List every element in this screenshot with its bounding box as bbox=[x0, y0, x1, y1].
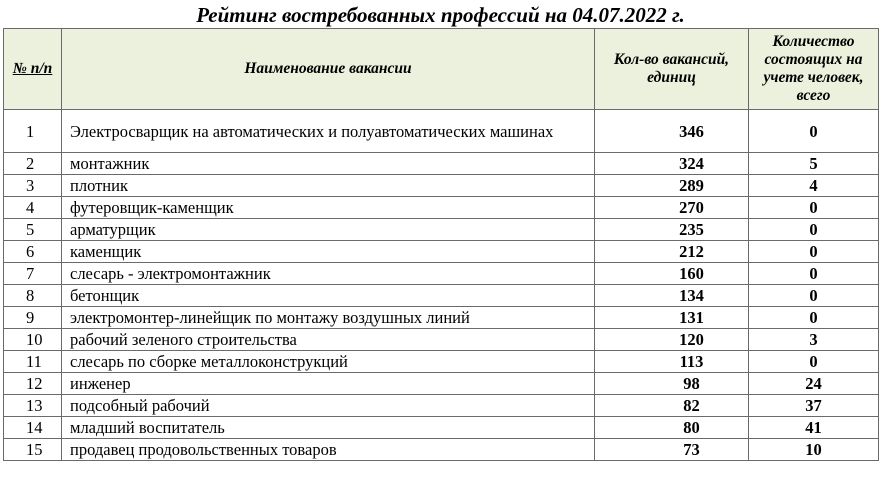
registered-count: 4 bbox=[749, 175, 879, 197]
vacancy-name: продавец продовольственных товаров bbox=[62, 439, 595, 461]
vacancy-count: 324 bbox=[595, 153, 749, 175]
table-body bbox=[4, 110, 879, 461]
registered-count: 0 bbox=[749, 285, 879, 307]
table-row bbox=[4, 373, 879, 395]
table-row bbox=[4, 197, 879, 219]
vacancy-name: рабочий зеленого строительства bbox=[62, 329, 595, 351]
vacancy-count: 120 bbox=[595, 329, 749, 351]
registered-count: 41 bbox=[749, 417, 879, 439]
row-number: 11 bbox=[4, 351, 62, 373]
registered-count: 0 bbox=[749, 307, 879, 329]
vacancy-count: 270 bbox=[595, 197, 749, 219]
header-name: Наименование вакансии bbox=[62, 29, 595, 110]
vacancy-name: футеровщик-каменщик bbox=[62, 197, 595, 219]
registered-count: 0 bbox=[749, 263, 879, 285]
vacancy-count: 235 bbox=[595, 219, 749, 241]
row-number: 12 bbox=[4, 373, 62, 395]
vacancy-count: 134 bbox=[595, 285, 749, 307]
vacancy-count: 131 bbox=[595, 307, 749, 329]
row-number: 9 bbox=[4, 307, 62, 329]
table-row bbox=[4, 307, 879, 329]
vacancy-name: подсобный рабочий bbox=[62, 395, 595, 417]
vacancy-name: плотник bbox=[62, 175, 595, 197]
table-row bbox=[4, 219, 879, 241]
vacancy-count: 80 bbox=[595, 417, 749, 439]
registered-count: 24 bbox=[749, 373, 879, 395]
registered-count: 0 bbox=[749, 197, 879, 219]
table-row bbox=[4, 263, 879, 285]
row-number: 4 bbox=[4, 197, 62, 219]
row-number: 6 bbox=[4, 241, 62, 263]
row-number: 5 bbox=[4, 219, 62, 241]
table-row bbox=[4, 175, 879, 197]
table-row bbox=[4, 241, 879, 263]
table-row bbox=[4, 153, 879, 175]
header-num: № п/п bbox=[4, 29, 62, 110]
row-number: 8 bbox=[4, 285, 62, 307]
vacancy-name: бетонщик bbox=[62, 285, 595, 307]
vacancy-count: 346 bbox=[595, 110, 749, 153]
vacancy-count: 73 bbox=[595, 439, 749, 461]
registered-count: 10 bbox=[749, 439, 879, 461]
table-header-row bbox=[4, 29, 879, 110]
registered-count: 3 bbox=[749, 329, 879, 351]
table-row bbox=[4, 351, 879, 373]
vacancy-name: электромонтер-линейщик по монтажу воздушных линий bbox=[62, 307, 595, 329]
registered-count: 0 bbox=[749, 219, 879, 241]
row-number: 3 bbox=[4, 175, 62, 197]
vacancy-count: 98 bbox=[595, 373, 749, 395]
page-title: Рейтинг востребованных профессий на 04.07.2022 г. bbox=[196, 3, 685, 27]
vacancy-name: арматурщик bbox=[62, 219, 595, 241]
table-row bbox=[4, 285, 879, 307]
registered-count: 0 bbox=[749, 110, 879, 153]
vacancy-count: 113 bbox=[595, 351, 749, 373]
vacancy-name: младший воспитатель bbox=[62, 417, 595, 439]
registered-count: 37 bbox=[749, 395, 879, 417]
vacancy-name: каменщик bbox=[62, 241, 595, 263]
vacancy-count: 212 bbox=[595, 241, 749, 263]
registered-count: 0 bbox=[749, 241, 879, 263]
vacancy-count: 160 bbox=[595, 263, 749, 285]
row-number: 1 bbox=[4, 110, 62, 153]
header-registered: Количество состоящих на учете человек, всего bbox=[749, 29, 879, 110]
vacancy-name: слесарь - электромонтажник bbox=[62, 263, 595, 285]
vacancy-name: Электросварщик на автоматических и полуавтоматических машинах bbox=[62, 110, 595, 153]
table-row bbox=[4, 439, 879, 461]
vacancy-name: инженер bbox=[62, 373, 595, 395]
registered-count: 5 bbox=[749, 153, 879, 175]
table-row bbox=[4, 110, 879, 153]
row-number: 7 bbox=[4, 263, 62, 285]
row-number: 10 bbox=[4, 329, 62, 351]
row-number: 15 bbox=[4, 439, 62, 461]
row-number: 13 bbox=[4, 395, 62, 417]
table-row bbox=[4, 329, 879, 351]
vacancy-name: слесарь по сборке металлоконструкций bbox=[62, 351, 595, 373]
vacancy-name: монтажник bbox=[62, 153, 595, 175]
row-number: 2 bbox=[4, 153, 62, 175]
professions-table bbox=[3, 28, 879, 461]
row-number: 14 bbox=[4, 417, 62, 439]
header-vacancies: Кол-во вакансий, единиц bbox=[595, 29, 749, 110]
table-row bbox=[4, 417, 879, 439]
registered-count: 0 bbox=[749, 351, 879, 373]
vacancy-count: 289 bbox=[595, 175, 749, 197]
vacancy-count: 82 bbox=[595, 395, 749, 417]
table-row bbox=[4, 395, 879, 417]
